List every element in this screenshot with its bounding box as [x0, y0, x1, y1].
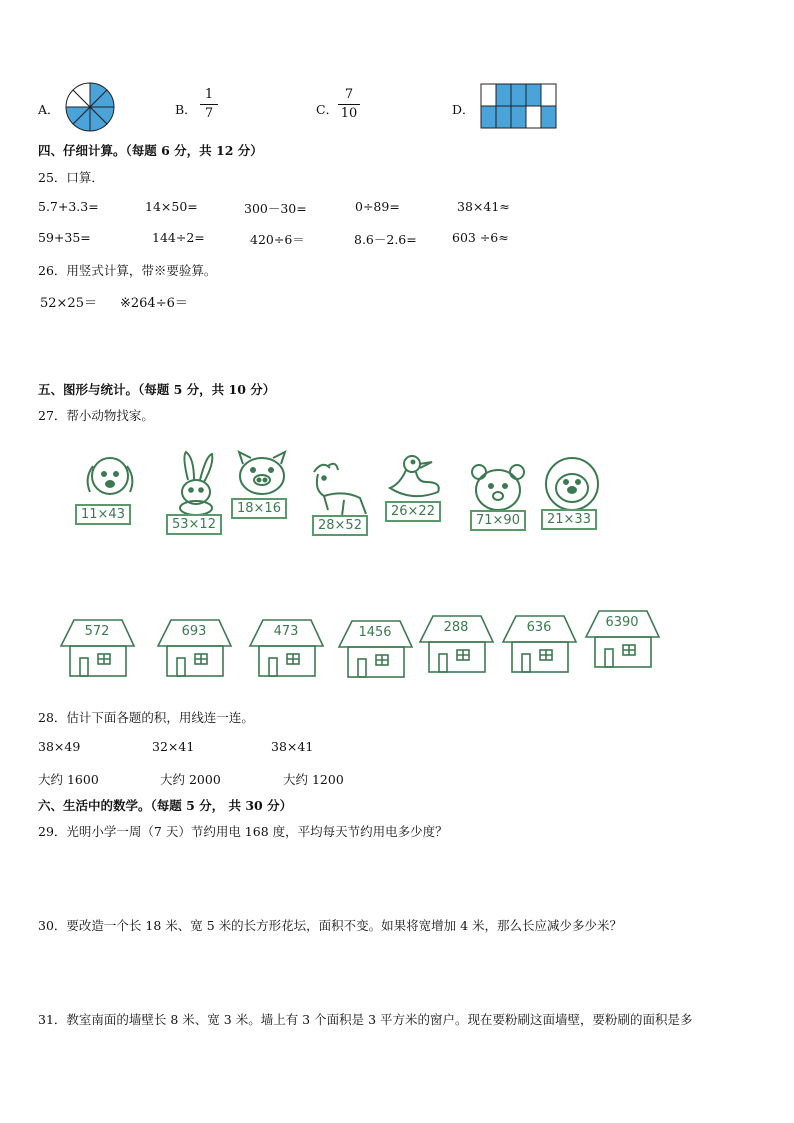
calc-item: 14×50=: [145, 199, 198, 214]
section-6-heading: 六、生活中的数学。（每题 5 分， 共 30 分）: [38, 798, 293, 813]
estimate-value: 大约 1600: [38, 772, 99, 787]
house-number: 693: [181, 624, 207, 639]
vertical-calc-item: 52×25＝: [40, 296, 97, 311]
animal-tag-monkey: 21×33: [541, 509, 597, 530]
estimate-expr: 38×41: [271, 739, 314, 754]
estimate-expr: 38×49: [38, 739, 81, 754]
house-number: 6390: [605, 615, 639, 630]
estimate-value: 大约 1200: [283, 772, 344, 787]
calc-item: 0÷89=: [355, 199, 400, 214]
question-29: 29．光明小学一周（7 天）节约用电 168 度，平均每天节约用电多少度？: [38, 824, 448, 839]
vertical-calc-item: ※264÷6＝: [120, 296, 188, 311]
grid-cell: [496, 84, 511, 106]
grid-cell: [541, 106, 556, 128]
house-number: 1456: [358, 625, 392, 640]
grid-cell: [481, 84, 496, 106]
estimate-expr: 32×41: [152, 739, 195, 754]
grid-cell: [526, 106, 541, 128]
calc-item: 603 ÷6≈: [452, 230, 509, 245]
house-number: 572: [84, 624, 110, 639]
calc-item: 59+35=: [38, 230, 91, 245]
question-30: 30．要改造一个长 18 米、宽 5 米的长方形花坛，面积不变。如果将宽增加 4 米，那么长应减少多少米？: [38, 918, 623, 933]
section-5-heading: 五、图形与统计。（每题 5 分，共 10 分）: [38, 382, 276, 397]
grid-figure: [480, 83, 558, 129]
question-27: 27．帮小动物找家。: [38, 408, 154, 423]
animal-tag-goat: 28×52: [312, 515, 368, 536]
fraction-denominator: 10: [340, 106, 358, 121]
house: [247, 616, 325, 678]
goat-icon: [304, 460, 376, 520]
animal-tag-bear: 71×90: [470, 510, 526, 531]
rabbit-icon: [166, 450, 226, 516]
house-number: 473: [273, 624, 299, 639]
calc-item: 8.6－2.6=: [354, 232, 417, 247]
house: [58, 616, 136, 678]
grid-cell: [526, 84, 541, 106]
animal-tag-duck: 26×22: [385, 501, 441, 522]
option-c-label: C．: [316, 102, 339, 117]
house: [155, 616, 233, 678]
calc-item: 420÷6＝: [250, 232, 305, 247]
animal-tag-rabbit: 53×12: [166, 514, 222, 535]
calc-item: 300－30=: [244, 201, 307, 216]
question-31: 31．教室南面的墙壁长 8 米、宽 3 米。墙上有 3 个面积是 3 平方米的窗户。现在要粉刷这面墙壁，要粉刷的面积是多: [38, 1012, 693, 1027]
fraction-numerator: 1: [204, 87, 214, 102]
house-number: 636: [526, 620, 552, 635]
bear-icon: [467, 462, 529, 512]
animal-tag-dog: 11×43: [75, 504, 131, 525]
estimate-value: 大约 2000: [160, 772, 221, 787]
animal-tag-pig: 18×16: [231, 498, 287, 519]
question-25: 25．口算．: [38, 170, 104, 185]
grid-cell: [496, 106, 511, 128]
option-a-label: A．: [38, 102, 60, 117]
fraction-numerator: 7: [344, 87, 354, 102]
grid-cell: [511, 84, 526, 106]
grid-cell: [541, 84, 556, 106]
grid-cell: [511, 106, 526, 128]
question-28: 28．估计下面各题的积，用线连一连。: [38, 710, 254, 725]
calc-item: 5.7+3.3=: [38, 199, 99, 214]
calc-item: 38×41≈: [457, 199, 510, 214]
fraction-one-seventh: [200, 88, 218, 121]
option-d-label: D．: [452, 102, 475, 117]
house: [336, 617, 414, 679]
pie-figure: [64, 81, 116, 133]
house: [417, 612, 495, 674]
grid-cell: [481, 106, 496, 128]
dog-icon: [78, 452, 142, 506]
fraction-seven-tenths: [338, 88, 360, 121]
house: [583, 607, 661, 669]
house: [500, 612, 578, 674]
question-26: 26．用竖式计算，带※要验算。: [38, 263, 217, 278]
option-b-label: B．: [175, 102, 197, 117]
pig-icon: [233, 450, 291, 500]
monkey-icon: [539, 456, 605, 512]
duck-icon: [382, 452, 450, 502]
calc-item: 144÷2=: [152, 230, 205, 245]
fraction-denominator: 7: [204, 106, 214, 121]
house-number: 288: [443, 620, 469, 635]
section-4-heading: 四、仔细计算。（每题 6 分，共 12 分）: [38, 143, 263, 158]
